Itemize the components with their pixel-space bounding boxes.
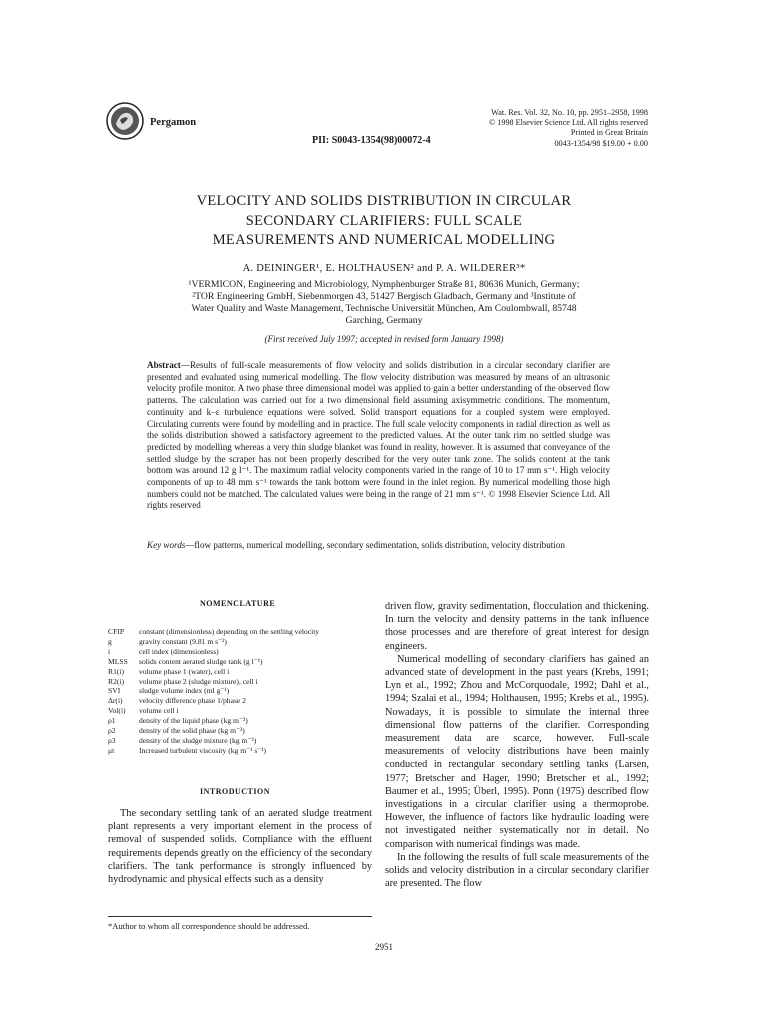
nom-desc: sludge volume index (ml g⁻¹)	[139, 686, 230, 696]
authors: A. DEININGER¹, E. HOLTHAUSEN² and P. A. WILDERER³*	[242, 263, 526, 274]
nomenclature-row	[108, 706, 319, 716]
nom-desc: density of the solid phase (kg m⁻³)	[139, 726, 245, 736]
paragraph: In the following the results of full scale measurements of the solids and velocity distribution in a circular secondary clarifier are presented. The flow	[385, 851, 649, 890]
nomenclature-row	[108, 726, 319, 736]
nom-desc: constant (dimensionless) depending on the settling velocity	[139, 627, 320, 636]
footnote-rule	[108, 916, 372, 917]
nomenclature-row	[108, 647, 319, 657]
journal-printed: Printed in Great Britain	[570, 128, 648, 138]
nomenclature-row	[108, 657, 319, 667]
footnote: *Author to whom all correspondence should be addressed.	[108, 921, 310, 931]
keywords-label: Key words	[147, 540, 186, 550]
journal-copyright: © 1998 Elsevier Science Ltd. All rights reserved	[488, 118, 648, 128]
nomenclature-row	[108, 667, 319, 677]
keywords-text: —flow patterns, numerical modelling, secondary sedimentation, solids distribution, velocity distribution	[185, 540, 565, 550]
nom-symbol: R1(i)	[108, 666, 125, 676]
affiliation-line: ¹VERMICON, Engineering and Microbiology, Nymphenburger Straße 81, 80636 Munich, Germany;	[188, 279, 580, 290]
title-line: SECONDARY CLARIFIERS: FULL SCALE	[245, 212, 523, 229]
nom-symbol: Δr(i)	[108, 696, 123, 706]
nom-symbol: ρ2	[108, 726, 116, 736]
affiliation-line: ²TOR Engineering GmbH, Siebenmorgen 43, 51427 Bergisch Gladbach, Germany and ³Institute of	[192, 291, 576, 302]
nomenclature-row	[108, 696, 319, 706]
nomenclature-row	[108, 677, 319, 687]
keywords	[147, 540, 610, 552]
nom-symbol: ρ1	[108, 716, 116, 726]
journal-info	[489, 108, 648, 149]
nom-desc: volume phase 1 (water), cell i	[139, 666, 230, 676]
nom-symbol: g	[108, 636, 112, 646]
paper-title	[120, 192, 648, 251]
nomenclature-row	[108, 736, 319, 746]
nom-desc: density of the liquid phase (kg m⁻³)	[139, 716, 248, 726]
nom-symbol: μt	[108, 745, 115, 755]
nom-symbol: MLSS	[108, 656, 128, 666]
nomenclature-row	[108, 637, 319, 647]
nomenclature-heading: NOMENCLATURE	[200, 599, 276, 608]
introduction-text: The secondary settling tank of an aerated sludge treatment plant represents a very important element in the process of removal of suspended solids. Compliance with the effluent requirements depends greatly on the efficiency of the secondary clarifiers. The tank performance is strongly influenced by hydrodynamic and physical effects such as a density	[108, 808, 372, 886]
abstract-text: —Results of full-scale measurements of flow velocity and solids distribution in a circular secondary clarifier are presented and evaluated using numerical modelling. The flow velocity distribution was measured by means of an ultrasonic velocity profile monitor. A two phase three dimensional model was applied to gain a better understanding of the observed flow patterns. The calculation was carried out for a two dimensional field assuming axisymmetric conditions. The momentum, continuity and k–ε turbulence equations were solved. Solid transport equations for a coupled system were employed. Circulating currents were found by modelling and in practice. The full scale velocity components in radial direction as well as the solids distribution showed a satisfactory agreement to the predicted values. At the outer tank rim no settled sludge was predicted by modelling whereas a very thin sludge blanket was found in reality, however. It is assumed that conveyance of the settled sludge by the scraper has not been properly described for the very outer tank zone. The solids content at the tank bottom was around 12 g l⁻¹. The maximum radial velocity components varied in the range of 10 to 17 mm s⁻¹. High velocity components of up to 48 mm s⁻¹ towards the tank bottom were found in the inlet region. By numerical modelling those high numbers could not be matched. The calculated values were being in the range of 21 mm s⁻¹. © 1998 Elsevier Science Ltd. All rights reserved	[147, 360, 610, 511]
nom-desc: velocity difference phase 1/phase 2	[139, 696, 246, 706]
paragraph: Numerical modelling of secondary clarifiers has gained an advanced state of development in the past years (Krebs, 1991; Lyn et al., 1992; Zhou and McCorquodale, 1992; Dahl et al., 1994; Szalai et al., 1994; Holthausen, 1995; Krebs et al., 1995). Nowadays, it is possible to simulate the internal three dimensional flow patterns of the clarifier. Corresponding measurement data are scarce, however. Full-scale measurements of velocity distributions have been mainly conducted in rectangular secondary settling tanks (Larsen, 1977; Bretscher and Hager, 1990; Bretscher et al., 1992; Baumer et al., 1995; Überl, 1995). Ponn (1975) described flow investigations in a circular clarifier using a thermoprobe. However, the influence of factors like hydraulic loading were not investigated neither systematically nor in detail. No comparison with numerical findings was made.	[385, 653, 649, 850]
journal-issn: 0043-1354/98 $19.00 + 0.00	[554, 138, 648, 148]
nomenclature-row	[108, 746, 319, 756]
journal-citation: Wat. Res. Vol. 32, No. 10, pp. 2951–2958, 1998	[491, 108, 648, 117]
nom-symbol: Vol(i)	[108, 706, 126, 716]
abstract	[147, 360, 610, 512]
right-column	[385, 600, 649, 890]
publisher-logo	[106, 102, 144, 140]
introduction-heading: INTRODUCTION	[200, 787, 271, 796]
nom-desc: gravity constant (9.81 m s⁻²)	[139, 636, 227, 646]
publisher-name: Pergamon	[150, 117, 197, 128]
nom-symbol: SVI	[108, 686, 121, 696]
nom-desc: volume phase 2 (sludge mixture), cell i	[139, 676, 258, 686]
nom-desc: density of the sludge mixture (kg m⁻³)	[139, 735, 257, 745]
nomenclature-row	[108, 627, 319, 637]
nom-desc: Increased turbulent viscosity (kg m⁻¹ s⁻¹)	[139, 745, 267, 755]
paragraph: driven flow, gravity sedimentation, flocculation and thickening. In turn the velocity and density patterns in the tank influence those processes and are therefore of great interest for design engineers.	[385, 601, 649, 652]
nom-desc: solids content aerated sludge tank (g l⁻¹)	[139, 656, 263, 666]
received-dates: (First received July 1997; accepted in revised form January 1998)	[264, 334, 504, 344]
nom-symbol: ρ3	[108, 735, 116, 745]
nom-desc: cell index (dimensionless)	[139, 646, 219, 656]
nomenclature-list	[108, 627, 319, 756]
page-number: 2951	[375, 942, 393, 952]
nom-symbol: i	[108, 646, 111, 656]
pii-code: PII: S0043-1354(98)00072-4	[312, 135, 431, 146]
nom-desc: volume cell i	[139, 706, 179, 716]
affiliation-line: Garching, Germany	[345, 315, 423, 326]
title-line: MEASUREMENTS AND NUMERICAL MODELLING	[212, 232, 556, 248]
nom-symbol: CFIP	[108, 627, 125, 636]
affiliation-line: Water Quality and Waste Management, Technische Universität München, Am Coulombwall, 85748	[191, 303, 577, 314]
nomenclature-row	[108, 686, 319, 696]
abstract-label: Abstract	[147, 360, 181, 370]
affiliations	[140, 279, 628, 327]
title-line: VELOCITY AND SOLIDS DISTRIBUTION IN CIRCULAR	[196, 193, 572, 209]
nomenclature-row	[108, 716, 319, 726]
nom-symbol: R2(i)	[108, 676, 125, 686]
